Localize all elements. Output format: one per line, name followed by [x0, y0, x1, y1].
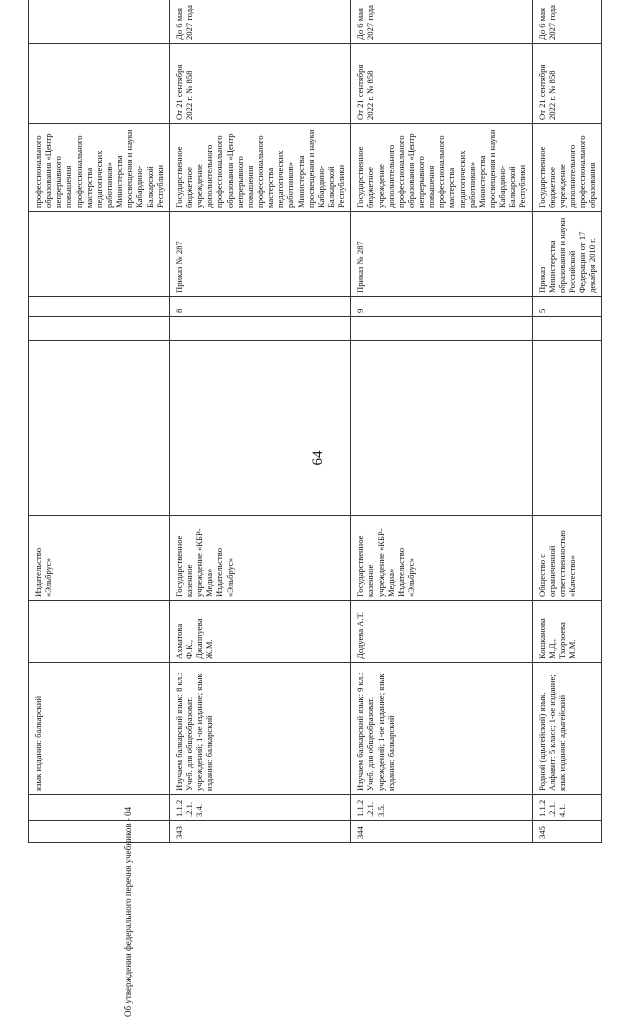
cell-empty: [351, 341, 532, 516]
cell-order: Приказ Министерства образования и науки Российской Федерации от 17 декабря 2010 г.: [532, 212, 602, 297]
cell-authors: [29, 601, 170, 663]
cell-title: язык издания: балкарский: [29, 663, 170, 795]
footer-text: Об утверждении федерального перечня учебников - 04: [123, 806, 133, 1017]
cell-code: 1.1.2.2.1.3.5.: [351, 795, 532, 821]
cell-num: 344: [351, 821, 532, 843]
cell-code: 1.1.2.2.1.3.4.: [169, 795, 350, 821]
cell-deadline: До 6 мая 2027 года: [351, 0, 532, 44]
cell-authors: Кошканова М.Д., Тхорзоева М.М.: [532, 601, 602, 663]
cell-title: Изучаем балкарский язык: 9 кл.: Учеб. для общеобразоват. учреждений; 1-ое издание; язык издания: балкарский: [351, 663, 532, 795]
cell-grade: 9: [351, 297, 532, 317]
cell-publisher: Государственное казенное учреждение «КБР-Медиа» Издательство «Эльбрус»: [169, 516, 350, 601]
cell-num: 343: [169, 821, 350, 843]
cell-authors: Ахматова Ф.К., Джаппуева Ж.М.: [169, 601, 350, 663]
cell-date: [29, 44, 170, 124]
rotated-table-sheet: [28, 0, 598, 843]
cell-order: Приказ № 287: [351, 212, 532, 297]
cell-order: [29, 212, 170, 297]
table-row: [532, 0, 602, 843]
cell-order: Приказ № 287: [169, 212, 350, 297]
cell-empty: [29, 341, 170, 516]
textbook-table: [28, 0, 602, 843]
cell-grade: 8: [169, 297, 350, 317]
table-row: [169, 0, 350, 843]
cell-deadline: До 6 мая 2027 года: [532, 0, 602, 44]
cell-empty: [532, 341, 602, 516]
cell-code: 1.1.2.2.1.4.1.: [532, 795, 602, 821]
cell-empty: [351, 317, 532, 341]
cell-date: От 21 сентября 2022 г. № 858: [351, 44, 532, 124]
cell-authors: Додуева А.Т.: [351, 601, 532, 663]
cell-publisher: Общество с ограниченной ответственностью «Качество»: [532, 516, 602, 601]
cell-grade: 5: [532, 297, 602, 317]
table-row: [351, 0, 532, 843]
cell-num: 345: [532, 821, 602, 843]
cell-deadline: [29, 0, 170, 44]
cell-date: От 21 сентября 2022 г. № 858: [169, 44, 350, 124]
cell-num: [29, 821, 170, 843]
cell-org: профессионального образования «Центр непрерывного повышения профессионального мастерства педагогических работников» Министерства просвещения и науки Кабардино-Балкарской Республики: [29, 124, 170, 212]
cell-publisher: Государственное казенное учреждение «КБР-Медиа» Издательство «Эльбрус»: [351, 516, 532, 601]
cell-date: От 21 сентября 2022 г. № 858: [532, 44, 602, 124]
cell-grade: [29, 297, 170, 317]
cell-title: Родной (адыгейский) язык. Алфавит: 5 класс; 1-ое издание; язык издания: адыгейский: [532, 663, 602, 795]
cell-code: [29, 795, 170, 821]
cell-empty: [29, 317, 170, 341]
cell-org: Государственное бюджетное учреждение дополнительного профессионального образования: [532, 124, 602, 212]
cell-org: Государственное бюджетное учреждение дополнительного профессионального образования «Центр непрерывного повышения профессионального мастерства педагогических работников» Министерства просвещения и науки Кабардино-Балкарской Республики: [169, 124, 350, 212]
cell-empty: [169, 341, 350, 516]
cell-empty: [532, 317, 602, 341]
cell-title: Изучаем балкарский язык: 8 кл.: Учеб. для общеобразоват. учреждений; 1-ое издание; язык издания: балкарский: [169, 663, 350, 795]
cell-deadline: До 6 мая 2027 года: [169, 0, 350, 44]
cell-publisher: Издательство «Эльбрус»: [29, 516, 170, 601]
cell-org: Государственное бюджетное учреждение дополнительного профессионального образования «Центр непрерывного повышения профессионального мастерства педагогических работников» Министерства просвещения и науки Кабардино-Балкарской Республики: [351, 124, 532, 212]
cell-empty: [169, 317, 350, 341]
table-row: [29, 0, 170, 843]
page-number: 64: [310, 450, 326, 466]
